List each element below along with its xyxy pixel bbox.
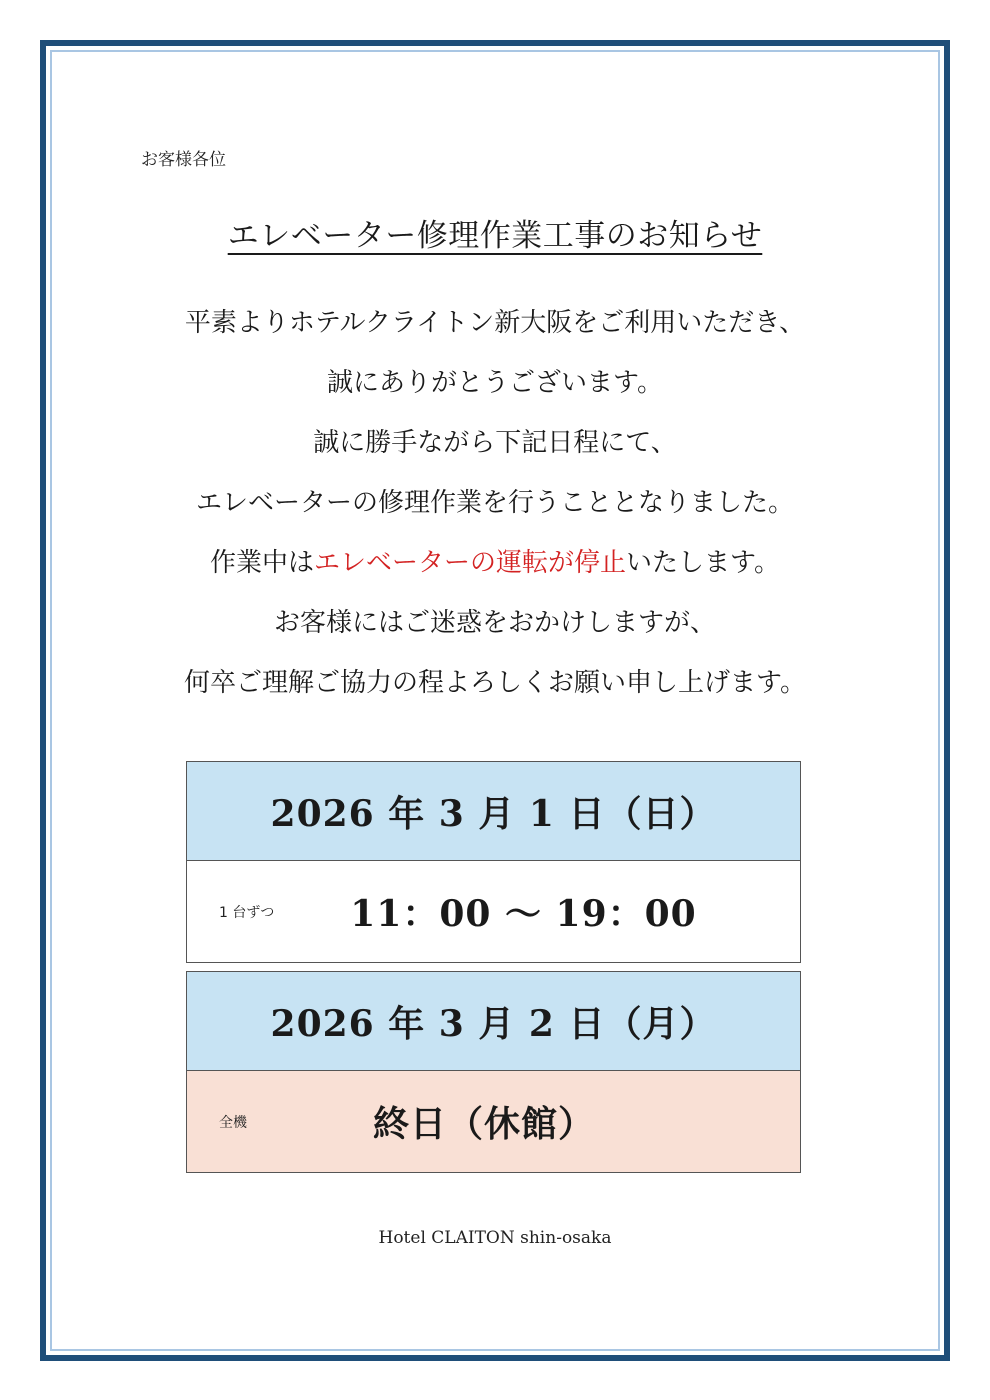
body-line: エレベーターの修理作業を行うこととなりました。 — [195, 488, 794, 518]
body-line: 平素よりホテルクライトン新大阪をご利用いただき、 — [184, 308, 806, 338]
schedule-closed: 終日（休館） — [373, 1103, 596, 1145]
salutation: お客様各位 — [141, 150, 226, 170]
schedule-date: 2026 年 3 月 1 日（日） — [187, 762, 800, 861]
body-line: 誠に勝手ながら下記日程にて、 — [313, 428, 677, 458]
schedule-time-row — [187, 861, 800, 962]
body-line-stop-notice — [0, 540, 990, 600]
schedule-box-day-1 — [186, 761, 801, 963]
body-line: 誠にありがとうございます。 — [327, 368, 663, 398]
schedule-box-day-2 — [186, 971, 801, 1173]
schedule-closed-row — [187, 1071, 800, 1172]
schedule-note: 全機 — [219, 1114, 247, 1131]
notice-body — [0, 300, 990, 720]
notice-title — [0, 210, 990, 255]
notice-title-text: エレベーター修理作業工事のお知らせ — [227, 218, 763, 254]
stop-notice-prefix: 作業中は — [210, 548, 315, 578]
body-line: 何卒ご理解ご協力の程よろしくお願い申し上げます。 — [184, 668, 806, 698]
schedule-date: 2026 年 3 月 2 日（月） — [187, 972, 800, 1071]
schedule-note: 1 台ずつ — [219, 904, 275, 921]
schedule-time: 11：00 ～ 19：00 — [350, 893, 697, 935]
stop-notice-highlight: エレベーターの運転が停止 — [314, 548, 627, 578]
body-line: お客様にはご迷惑をおかけしますが、 — [273, 608, 716, 638]
stop-notice-suffix: いたします。 — [626, 548, 780, 578]
hotel-name-footer: Hotel CLAITON shin-osaka — [378, 1228, 612, 1248]
